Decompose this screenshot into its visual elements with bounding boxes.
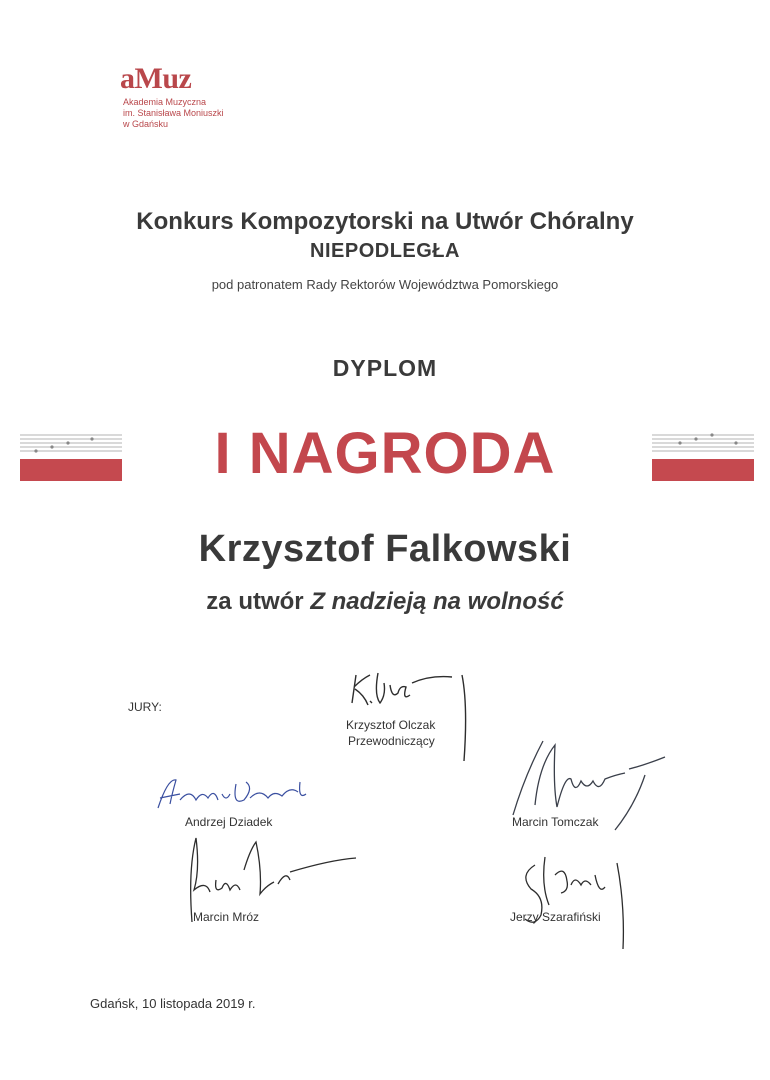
jury-member-name: Krzysztof Olczak bbox=[346, 718, 436, 732]
patronage-text: pod patronatem Rady Rektorów Województwa Pomorskiego bbox=[211, 277, 559, 292]
contest-title: Konkurs Kompozytorski na Utwór Chóralny bbox=[136, 208, 634, 235]
contest-name: NIEPODLEGŁA bbox=[310, 240, 460, 262]
logo-wordmark: aMuz bbox=[120, 62, 192, 95]
jury-member-name: Marcin Mróz bbox=[193, 910, 260, 924]
work-line bbox=[0, 588, 770, 616]
issue-date: Gdańsk, 10 listopada 2019 r. bbox=[90, 996, 256, 1011]
diploma-title: DYPLOM bbox=[332, 355, 438, 381]
work-title: Z nadzieją na wolność bbox=[310, 588, 564, 615]
signature-szarafinski bbox=[505, 845, 635, 955]
work-prefix: za utwór bbox=[206, 588, 311, 615]
signature-dziadek bbox=[150, 770, 320, 815]
prize-title: I NAGRODA bbox=[214, 421, 556, 486]
jury-member-role: Przewodniczący bbox=[348, 734, 435, 748]
jury-label: JURY: bbox=[128, 700, 162, 714]
jury-member-name: Marcin Tomczak bbox=[512, 815, 599, 829]
logo-line-3: w Gdańsku bbox=[123, 119, 169, 129]
winner-name: Krzysztof Falkowski bbox=[198, 528, 572, 570]
logo-line-1: Akademia Muzyczna bbox=[123, 97, 207, 107]
jury-member-name: Andrzej Dziadek bbox=[185, 815, 273, 829]
jury-member-name: Jerzy Szarafiński bbox=[510, 910, 601, 924]
logo-line-2: im. Stanisława Moniuszki bbox=[123, 108, 224, 118]
signature-olczak bbox=[340, 665, 490, 765]
